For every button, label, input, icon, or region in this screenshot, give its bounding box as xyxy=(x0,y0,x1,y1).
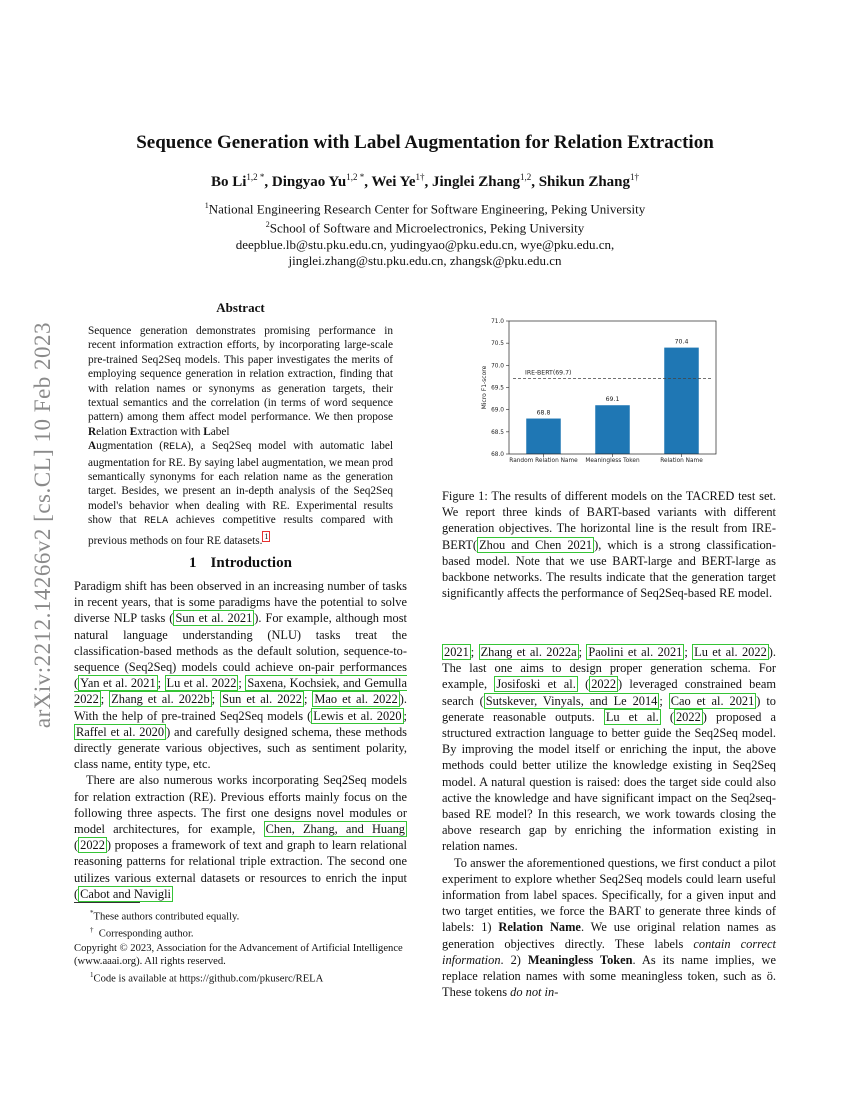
y-tick-label: 68.5 xyxy=(491,429,504,436)
x-tick-label: Random Relation Name xyxy=(509,458,578,464)
citation-link[interactable]: Zhang et al. 2022a xyxy=(480,645,577,659)
author: Jinglei Zhang xyxy=(432,174,520,190)
y-tick-label: 70.0 xyxy=(491,363,504,370)
data-label: 69.1 xyxy=(605,396,620,404)
citation-link[interactable]: Sun et al. 2022 xyxy=(222,692,302,707)
abstract-heading: Abstract xyxy=(216,300,265,315)
footnote-rule xyxy=(74,902,140,903)
y-tick-label: 69.0 xyxy=(491,407,504,414)
citation-link[interactable]: Raffel et al. 2020 xyxy=(76,724,165,739)
bar xyxy=(526,419,561,454)
y-axis-label: Micro F1-score xyxy=(481,365,488,410)
citation-link[interactable]: Lu et al. 2022 xyxy=(166,676,237,691)
footnote: $^1$Code is available at https://github.com/pkuserc/RELA xyxy=(90,971,324,985)
intro-body: Paradigm shift has been observed in an increasing number of tasks in recent years, that is some paradigms have the potential to solve diverse NLP tasks ( Sun et al. 2021 ). For example, although most natural language understanding (NLU) tasks treat the classification-based methods as the default solution, sequence-to-sequence (Seq2Seq) models could achieve on-pair performances ( Yan et al. 2021 ; Lu et al. 2022 ; Saxena, Kochsiek, and Gemulla 2022 ; Zhang et al. 2022b ; Sun et al. 2022 ; Mao et al. 2022 ). With the help of pre-trained Seq2Seq models ( Lewis et al. 2020 ; Raffel et al. 2020 ) and carefully designed schema, these methods directly generate various objectives, such as sentiment polarity, class name, entity type, etc. There are also numerous works incorporating Seq2Seq models for relation extraction (RE). Previous efforts mainly focus on the following three aspects. The first one designs novel modules or model architectures, for example, Chen, Zhang, and Huang ( 2022 ) proposes a framework of text and graph to learn relational reasoning patterns for relational triple extraction. The second one utilizes various external datasets or resources to enrich the input ( Cabot and Navigli xyxy=(74,579,408,901)
y-tick-label: 71.0 xyxy=(491,319,504,325)
x-tick-label: Relation Name xyxy=(660,458,703,464)
citation-link[interactable]: 2021 xyxy=(444,645,469,659)
paper-title: Sequence Generation with Label Augmentation for Relation Extraction xyxy=(136,132,714,153)
y-tick-label: 68.0 xyxy=(491,452,504,458)
arxiv-id: arXiv:2212.14266v2 [cs.CL] 10 Feb 2023 xyxy=(30,321,55,729)
citation-link[interactable]: Sutskever, Vinyals, and Le 2014 xyxy=(485,693,658,708)
bar xyxy=(664,348,699,454)
section-heading: 1 Introduction xyxy=(189,555,292,571)
figure-caption: Figure 1: The results of different models on the TACRED test set. We report three kinds of BART-based variants with different generation objectives. The horizontal line is the result from IRE-BERT( Zhou and Chen 2021 ), which is a strong classification-based model. Note that we use BART-large and BERT-large as backbone networks. The results indicate that the generation target significantly affects the performance of Seq2Seq-based RE model. xyxy=(442,489,776,601)
citation-link[interactable]: Lewis et al. 2020 xyxy=(313,708,402,723)
bar xyxy=(595,405,630,454)
author-list: Bo $Li^{1,2 *}$, Dingyao $Yu^{1,2 *}$, Wei $Ye^{1\dagger}$, Jinglei Zhang$^{1,2}$, Shikun Zhang$^{1\dagger}$ xyxy=(210,172,640,190)
citation-link[interactable]: Mao et al. 2022 xyxy=(314,692,398,707)
figure-1-chart xyxy=(478,314,740,466)
citation-link[interactable]: Sun et al. 2021 xyxy=(175,611,253,626)
citation-link[interactable]: Lu et al. xyxy=(605,709,659,724)
email-line: jinglei.zhang@stu.pku.edu.cn, zhangsk@pku.edu.cn xyxy=(288,252,562,268)
affiliation: $^1$National Engineering Research Center for Software Engineering, Peking University xyxy=(204,201,646,217)
copyright-notice: Copyright © 2023, Association for the Advancement of Artificial Intelligence (www.aaai.org). All rights reserved. xyxy=(74,942,403,968)
citation-link[interactable]: 2022 xyxy=(80,838,105,853)
data-label: 70.4 xyxy=(674,338,689,346)
affiliation: $^2$School of Software and Microelectronics, Peking University xyxy=(265,220,585,236)
citation-link[interactable]: 2022 xyxy=(675,709,701,724)
citation-link[interactable]: Zhang et al. 2022b xyxy=(111,692,210,707)
citation-link[interactable]: Zhou and Chen 2021 xyxy=(479,537,593,552)
citation-link[interactable]: Cao et al. 2021 xyxy=(670,693,755,708)
author: Bo Li xyxy=(210,174,247,190)
footnote: † Corresponding author. xyxy=(90,926,194,940)
right-column-body: 2021 ; Zhang et al. 2022a ; Paolini et al. 2021 ; Lu et al. 2022 ). The last one aims to design proper generation schema. For example, Josifoski et al. ( 2022 ) leveraged constrained beam search ( Sutskever, Vinyals, and Le 2014 ; Cao et al. 2021 ) to generate reasonable outputs. Lu et al. ( 2022 ) proposed a structured extraction language to better guide the Seq2Seq model. By improving the model itself or enriching the input, the above methods could better utilize the knowledge existing in Seq2Seq model. A natural question is raised: does the target side could also active the knowledge and have significant impact on the Seq2seq-based RE model? In this research, we work towards closing the above research gap by enriching the information existing in relation names. To answer the aforementioned questions, we first conduct a pilot experiment to explore whether Seq2Seq models could learn useful information from label spaces. Specifically, for a given input and two target entities, we force the BART to generate three kinds of labels: 1) Relation Name. We use original relation names as generation objectives directly. These labels contain correct information. 2) Meaningless Token. As its name implies, we replace relation names with some meaningless token, such as ö. These tokens do not in- xyxy=(442,645,777,1000)
citation-link[interactable]: Josifoski et al. xyxy=(496,677,576,692)
citation-link[interactable]: Paolini et al. 2021 xyxy=(588,645,683,659)
citation-link[interactable]: Saxena, Kochsiek, and Gemulla 2022 xyxy=(74,676,407,707)
footnote-link[interactable]: 1 xyxy=(264,531,269,541)
data-label: 68.8 xyxy=(536,409,551,417)
y-tick-label: 69.5 xyxy=(491,385,504,392)
y-tick-label: 70.5 xyxy=(491,341,504,348)
author: Wei Ye xyxy=(371,174,416,190)
citation-link[interactable]: Cabot and Navigli xyxy=(80,886,171,901)
citation-link[interactable]: Lu et al. 2022 xyxy=(694,645,767,659)
email-line: deepblue.lb@stu.pku.edu.cn, yudingyao@pku.edu.cn, wye@pku.edu.cn, xyxy=(235,236,615,252)
author: Shikun Zhang xyxy=(538,174,631,190)
arxiv-stamp xyxy=(24,300,62,750)
citation-link[interactable]: Yan et al. 2021 xyxy=(80,676,156,691)
citation-link[interactable]: Chen, Zhang, and Huang xyxy=(265,822,405,837)
footnote: *These authors contributed equally. xyxy=(90,909,240,923)
citation-link[interactable]: 2022 xyxy=(591,677,617,692)
footnotes xyxy=(74,907,414,987)
abstract-body: Sequence generation demonstrates promising performance in recent information extraction efforts, by incorporating large-scale pre-trained Seq2Seq models. This paper investigates the merits of employing sequence generation in relation extraction, finding that with relation names or synonyms as generation targets, their textual semantics and the correlation (in terms of word sequence pattern) among them affect model performance. We then propose Relation Extraction with Label Augmentation (RELA), a Seq2Seq model with automatic label augmentation for RE. By saying label augmentation, we mean prod semantically synonyms for each relation name as the generation target. Besides, we present an in-depth analysis of the Seq2Seq model's behavior when dealing with RE. Experimental results show that RELA achieves competitive results compared with previous methods on four RE datasets. $^1$ xyxy=(88,325,394,547)
x-tick-label: Meaningless Token xyxy=(585,458,640,464)
author: Dingyao Yu xyxy=(271,174,347,190)
reference-line-label: IRE-BERT(69.7) xyxy=(525,369,572,377)
affiliations xyxy=(0,198,850,269)
